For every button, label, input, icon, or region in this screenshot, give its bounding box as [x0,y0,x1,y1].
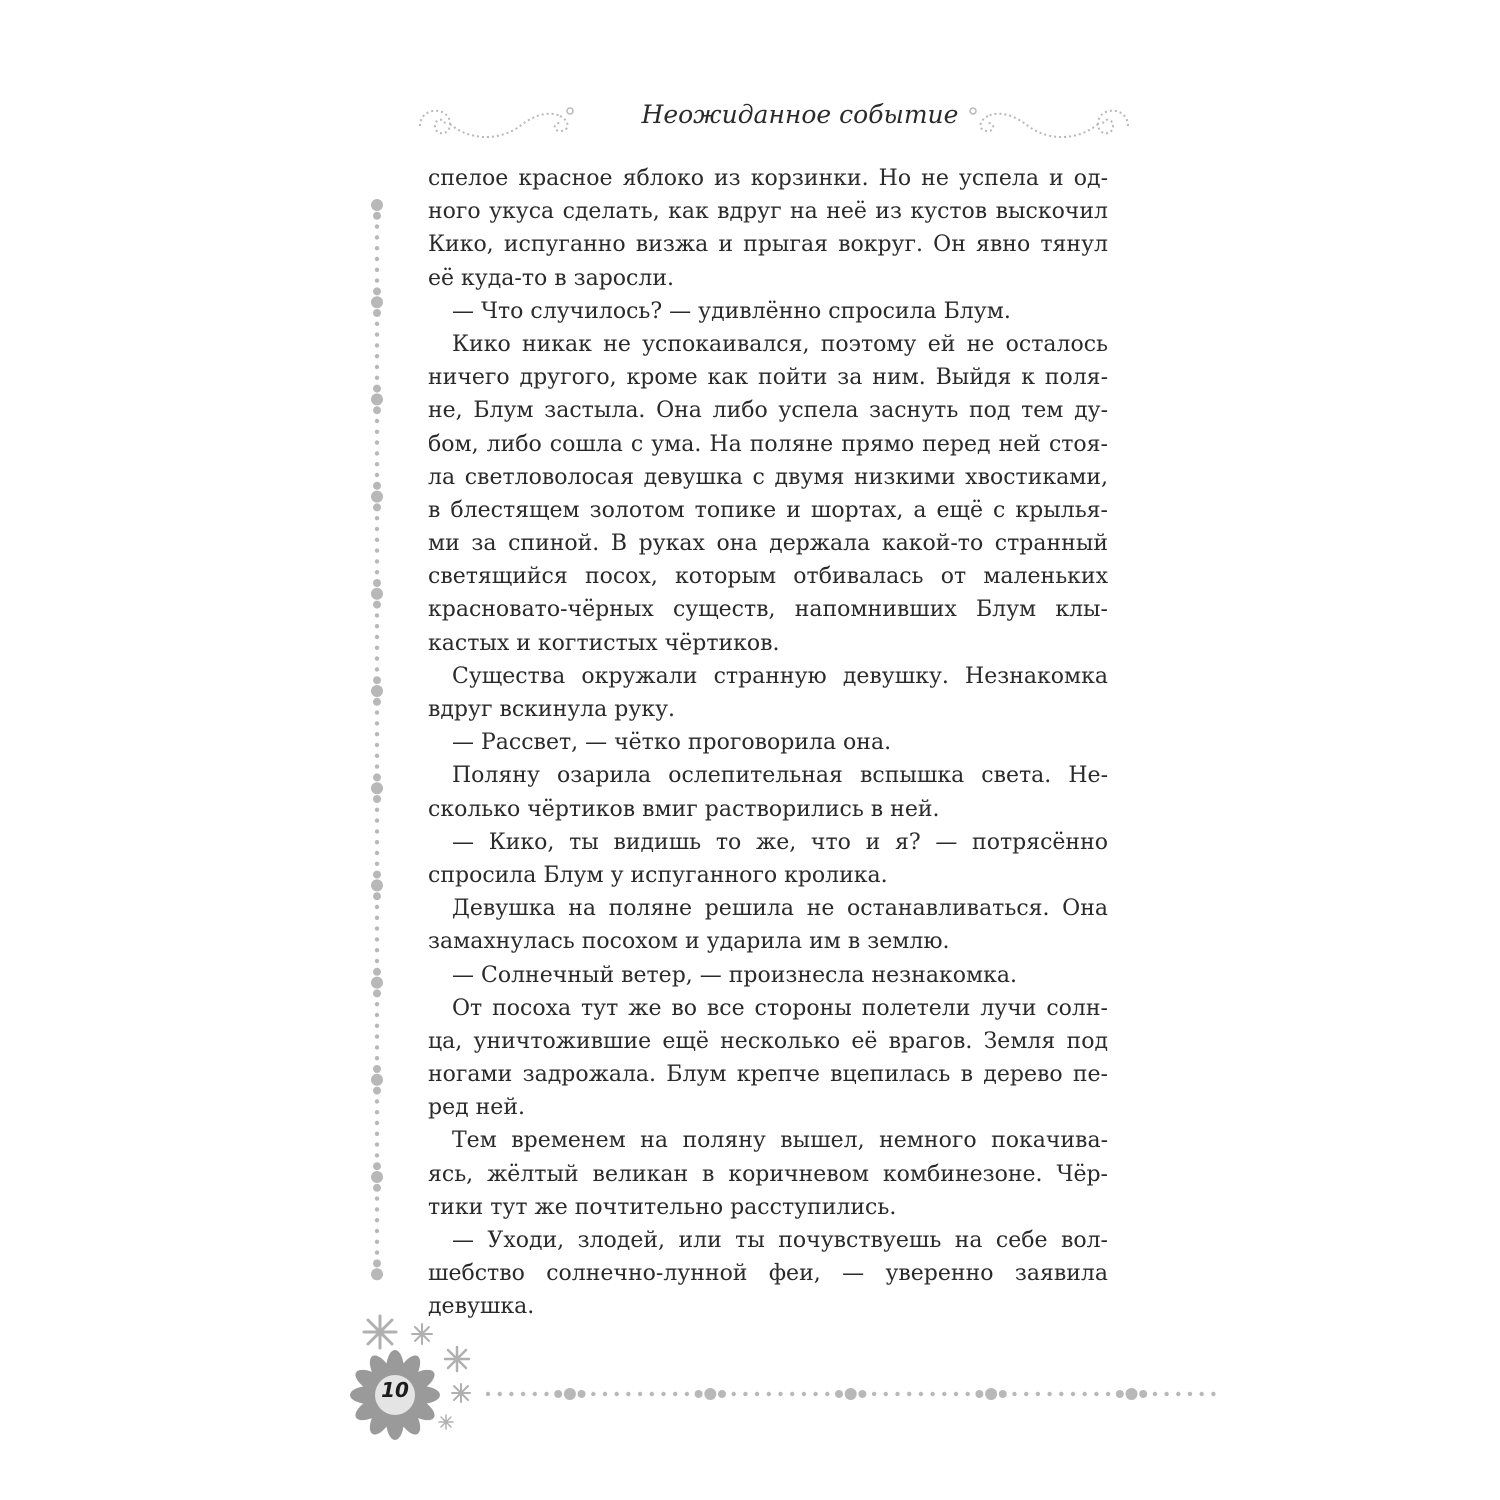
ornament-dot [375,905,379,909]
ornament-dot [375,462,379,466]
ornament-dot [1116,1390,1124,1398]
ornament-dot [375,548,379,552]
ornament-dot [695,1390,703,1398]
text-line: ми за спиной. В руках она держала какой-то странный [428,531,1108,557]
ornament-dot [375,440,379,444]
ornament-dot [375,1153,379,1157]
ornament-dot [375,516,379,520]
text-line: Поляну озарила ослепительная вспышка света. Не- [452,763,1108,789]
text-line: спросила Блум у испуганного кролика. [428,862,888,888]
ornament-dot [373,385,381,393]
ornament-dot [375,646,379,650]
ornament-dot [930,1392,934,1396]
ornament-dot [673,1392,677,1396]
ornament-dot [375,721,379,725]
ornament-dot [375,322,379,326]
text-line: шебство солнечно-лунной феи, — уверенно заявила [428,1261,1108,1287]
ornament-dot [371,685,383,697]
ornament-dot [1012,1392,1016,1396]
text-line: — Кико, ты видишь то же, что и я? — потрясённо [452,829,1108,855]
ornament-dot [790,1392,794,1396]
ornament-dot [544,1392,548,1396]
ornament-dot [375,764,379,768]
text-line: — Солнечный ветер, — произнесла незнакомка. [452,962,1017,988]
text-line: тики тут же почтительно расступились. [428,1194,897,1220]
ornament-dot [375,1110,379,1114]
text-line: Тем временем на поляну вышел, немного покачива- [452,1128,1108,1154]
ornament-dot [1024,1392,1028,1396]
ornament-dot [371,296,383,308]
ornament-dot [373,406,381,414]
text-line: девушка. [428,1294,535,1320]
ornament-dot [954,1392,958,1396]
snowflake-ornament-icon [360,1312,400,1352]
ornament-dot [371,1074,383,1086]
ornament-dot [999,1390,1007,1398]
ornament-dot [1106,1392,1110,1396]
text-line: — Уходи, злодей, или ты почувствуешь на себе вол- [452,1228,1108,1253]
text-line: вдруг вскинула руку. [428,697,676,722]
ornament-dot [375,635,379,639]
ornament-dot [603,1392,607,1396]
ornament-dot [375,1229,379,1233]
ornament-dot [375,710,379,714]
ornament-dot [371,491,383,503]
ornament-dot [1094,1392,1098,1396]
ornament-dot [371,879,383,891]
ornament-dot [966,1392,970,1396]
text-line: красновато-чёрных существ, напомнивших Блум клы- [428,597,1108,623]
ornament-dot [373,1162,381,1170]
ornament-dot [1188,1392,1192,1396]
ornament-dot [375,624,379,628]
text-line: ла светловолосая девушка с двумя низкими хвостиками, [428,464,1108,490]
ornament-dot [1059,1392,1063,1396]
text-line: От посоха тут же во все стороны полетели лучи солн- [452,995,1108,1021]
ornament-dot [375,1024,379,1028]
text-line: не, Блум застыла. Она либо успела заснуть под тем ду- [428,398,1108,424]
ornament-dot [375,1250,379,1254]
ornament-dot [373,1065,381,1073]
ornament-dot [375,1056,379,1060]
text-line: ясь, жёлтый великан в коричневом комбинезоне. Чёр- [428,1161,1108,1187]
text-line: светящийся посох, которым отбивалась от маленьких [428,564,1108,590]
ornament-dot [375,419,379,423]
ornament-dot [1153,1392,1157,1396]
ornament-dot [858,1390,866,1398]
ornament-dot [732,1392,736,1396]
ornament-dot [375,538,379,542]
ornament-dot [375,840,379,844]
text-line: кастых и когтистых чёртиков. [428,630,780,656]
ornament-dot [975,1390,983,1398]
snowflake-ornament-icon [410,1322,434,1346]
ornament-dot [371,588,383,600]
ornament-dot [375,1121,379,1125]
ornament-dot [375,937,379,941]
ornament-dot [373,676,381,684]
ornament-dot [884,1392,888,1396]
ornament-dot [591,1392,595,1396]
ornament-dot [375,1132,379,1136]
ornament-dot [375,916,379,920]
ornament-dot [554,1390,562,1398]
ornament-dot [533,1392,537,1396]
left-dotted-border-ornament [367,195,387,1285]
running-header [410,92,1190,152]
snowflake-ornament-icon [450,1382,472,1404]
ornament-dot [375,613,379,617]
ornament-dot [907,1392,911,1396]
ornament-dot [718,1390,726,1398]
ornament-dot [371,977,383,989]
right-swirl-ornament-icon [958,96,1138,146]
ornament-dot [813,1392,817,1396]
ornament-dot [1200,1392,1204,1396]
ornament-dot [375,278,379,282]
ornament-dot [375,1034,379,1038]
ornament-dot [375,343,379,347]
ornament-dot [872,1392,876,1396]
text-line: спелое красное яблоко из корзинки. Но не успела и од- [428,166,1108,191]
ornament-dot [375,376,379,380]
ornament-dot [375,527,379,531]
ornament-dot [373,1184,381,1192]
ornament-dot [767,1392,771,1396]
ornament-dot [373,773,381,781]
ornament-dot [375,732,379,736]
ornament-dot [1047,1392,1051,1396]
ornament-dot [895,1392,899,1396]
ornament-dot [373,1087,381,1095]
ornament-dot [375,1013,379,1017]
ornament-dot [1139,1390,1147,1398]
ornament-dot [1164,1392,1168,1396]
ornament-dot [375,246,379,250]
ornament-dot [373,892,381,900]
text-line: — Что случилось? — удивлённо спросила Блум. [452,298,1011,324]
ornament-dot [845,1388,857,1400]
page-number: 10 [381,1378,409,1402]
ornament-dot [375,332,379,336]
ornament-dot [375,926,379,930]
ornament-dot [704,1388,716,1400]
ornament-dot [373,989,381,997]
ornament-dot [375,829,379,833]
ornament-dot [638,1392,642,1396]
ornament-dot [578,1390,586,1398]
ornament-dot [661,1392,665,1396]
text-line: ногами задрожала. Блум крепче вцепилась в дерево пе- [428,1062,1108,1088]
ornament-dot [1071,1392,1075,1396]
ornament-dot [615,1392,619,1396]
ornament-dot [375,1099,379,1103]
ornament-dot [373,871,381,879]
ornament-dot [743,1392,747,1396]
ornament-dot [375,354,379,358]
ornament-dot [1083,1392,1087,1396]
ornament-dot [373,309,381,317]
ornament-dot [371,199,383,211]
ornament-dot [375,473,379,477]
ornament-dot [626,1392,630,1396]
ornament-dot [509,1392,513,1396]
ornament-dot [373,287,381,295]
text-line: ред ней. [428,1095,525,1121]
ornament-dot [375,559,379,563]
ornament-dot [373,968,381,976]
ornament-dot [778,1392,782,1396]
body-text [428,162,1108,1324]
ornament-dot [375,365,379,369]
text-line: в блестящем золотом топике и шортах, а ещё с крылья- [428,497,1108,523]
snowflake-ornament-icon [442,1344,472,1374]
ornament-dot [373,698,381,706]
ornament-dot [375,1045,379,1049]
ornament-dot [373,212,381,220]
ornament-dot [373,1259,381,1267]
text-line: ного укуса сделать, как вдруг на неё из кустов выскочил [428,199,1108,225]
ornament-dot [802,1392,806,1396]
ornament-dot [375,1002,379,1006]
ornament-dot [498,1392,502,1396]
ornament-dot [375,743,379,747]
ornament-dot [375,959,379,963]
ornament-dot [371,393,383,405]
text-line: Кико никак не успокаивался, поэтому ей не осталось [452,331,1108,357]
ornament-dot [375,257,379,261]
ornament-dot [375,1196,379,1200]
text-line: бом, либо сошла с ума. На поляне прямо перед ней стоя- [428,431,1108,457]
ornament-dot [373,482,381,490]
ornament-dot [375,430,379,434]
ornament-dot [371,1171,383,1183]
ornament-dot [985,1388,997,1400]
ornament-dot [835,1390,843,1398]
text-line: Кико, испуганно визжа и прыгая вокруг. Он явно тянул [428,232,1108,258]
chapter-title: Неожиданное событие [641,100,959,129]
ornament-dot [486,1392,490,1396]
ornament-dot [650,1392,654,1396]
text-line: — Рассвет, — чётко проговорила она. [452,730,892,756]
ornament-dot [919,1392,923,1396]
text-line: сколько чёртиков вмиг растворились в ней. [428,796,940,822]
ornament-dot [371,1268,383,1280]
text-line: ничего другого, кроме как пойти за ним. Выйдя к поля- [428,365,1108,391]
ornament-dot [375,268,379,272]
ornament-dot [755,1392,759,1396]
ornament-dot [375,818,379,822]
ornament-dot [375,451,379,455]
ornament-dot [375,235,379,239]
ornament-dot [375,862,379,866]
ornament-dot [942,1392,946,1396]
ornament-dot [825,1392,829,1396]
ornament-dot [373,795,381,803]
ornament-dot [373,579,381,587]
ornament-dot [1176,1392,1180,1396]
ornament-dot [375,1207,379,1211]
ornament-dot [375,224,379,228]
ornament-dot [375,1240,379,1244]
text-line: Существа окружали странную девушку. Незнакомка [452,663,1108,689]
ornament-dot [375,667,379,671]
text-line: Девушка на поляне решила не останавливаться. Она [452,896,1108,922]
snowflake-ornament-icon [438,1414,454,1430]
ornament-dot [375,754,379,758]
ornament-dot [1211,1392,1215,1396]
ornament-dot [685,1392,689,1396]
ornament-dot [1126,1388,1138,1400]
ornament-dot [375,656,379,660]
ornament-dot [373,503,381,511]
ornament-dot [375,851,379,855]
ornament-dot [375,808,379,812]
bottom-dotted-border-ornament [480,1382,1220,1406]
ornament-dot [521,1392,525,1396]
ornament-dot [375,948,379,952]
text-line: ца, уничтожившие ещё несколько её врагов. Земля под [428,1028,1108,1054]
ornament-dot [564,1388,576,1400]
ornament-dot [373,601,381,609]
ornament-dot [375,1142,379,1146]
ornament-dot [375,1218,379,1222]
ornament-dot [371,782,383,794]
ornament-dot [375,570,379,574]
ornament-dot [1036,1392,1040,1396]
text-line: её куда-то в заросли. [428,265,675,291]
text-line: замахнулась посохом и ударила им в землю. [428,929,950,955]
